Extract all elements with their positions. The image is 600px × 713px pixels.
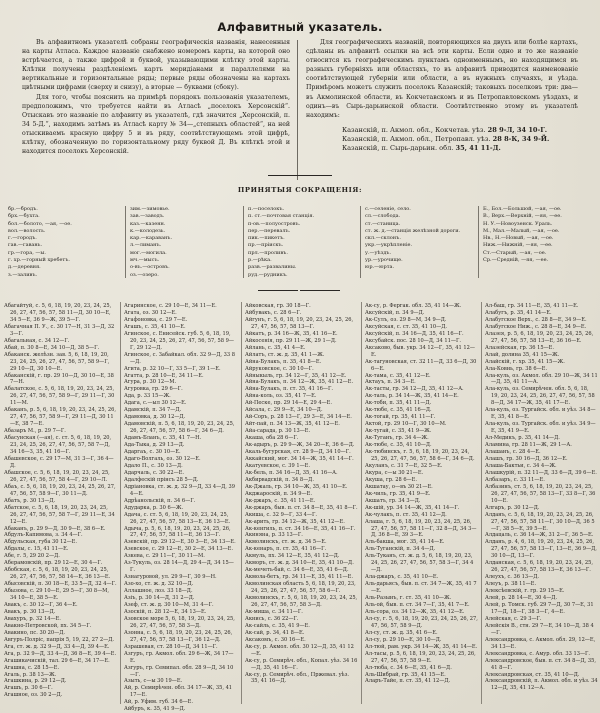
abbreviation-item: вол.—волость. (8, 227, 46, 234)
index-entry: Аламина, гр. 28 11—Ж, 29 1—А. (485, 442, 572, 449)
index-entry: Азнагуровой, ул. 29 9—Г, 30 9—Н. (124, 574, 217, 581)
index-entry: Ак-су, р. Семирѣч. обл., Копал. уѣз. 34 16—Д, 35, 41 16—Г. (245, 657, 358, 671)
abbreviation-item: гав.—гавань. (8, 242, 43, 249)
index-entry: Айна-Булакъ, п. 34 12—Ж, 35, 41 12—Е. (245, 379, 354, 386)
index-entry: Ал-су, г. 5, 6, 18, 19, 20, 23, 24, 25, 26, 27, 47, 56, 57, 58 9—Д. (365, 615, 478, 629)
index-entry: Аберамовскій, пр. 29 12—Е, 30 4—Г. (4, 560, 103, 567)
index-entry: Ак-чиль, гр. 35, 41 9—Е. (365, 490, 431, 497)
abbreviation-item: п-ов.—полуостровъ. (248, 220, 301, 227)
index-entry: Алданъ, с. 5, 6, 18, 19, 20, 23, 24, 25, 26, 27, 47, 56, 57, 58 11—Г, 30 10—Д, 36 5—Г, 38 5—Е, 39 5—Е. (485, 511, 595, 532)
index-entry: Ай-Соръ, р. 28 13—Г, 29 3—Е, 34 14—Е. (245, 414, 352, 421)
index-entry: Азоскій, п. 28 12—Е, 34 13—Е. (124, 608, 207, 615)
index-entry: Аль-ой, быв. п. ст. 34 7—Г, 35, 41 7—Е. (365, 601, 470, 608)
index-entry: Айкосенія, пр. 29 11—Ж, 29 1—Д. (245, 337, 337, 344)
index-entry: Алейская, с. 29 3—Г. (485, 615, 542, 622)
abbreviation-item: с.—селеніе, село. (365, 206, 411, 212)
index-entry: Айгунъ, г. 5, 6, 18, 19, 20, 23, 24, 25, 26, 27, 47, 56, 57, 58 13—Г. (245, 316, 354, 330)
index-entry: Агаль, р. 38 13—Ж. (4, 671, 57, 678)
index-entry: Агита, р. 32 10—Г, 33 5—Г, 39 1—Е. (124, 365, 221, 372)
index-entry: Алазея, р. 5, 6, 18, 19, 20, 23, 24, 25, 26, 27, 47, 56, 57, 58 13—Е, 36 16—Е. (485, 330, 594, 344)
abbreviation-item: п. ст.—почтовая станція. (248, 213, 315, 220)
index-entry: Алданская, с. 5, 6, 18, 19, 20, 23, 24, 25, 26, 27, 47, 56, 57, 58 13—Е, 36 13—Г. (485, 560, 593, 574)
abbreviation-item: оз.—озеро. (130, 271, 159, 278)
example-entry-text: Казанскій, п. Сырь-дарьин. обл. (342, 144, 456, 153)
example-entry-refs: 28 8-К, 34 9-Й. (492, 135, 550, 144)
index-entry: Ага, ст. ж. д. 32 9—Д, 33 4—Д, 39 4—Е. (4, 643, 110, 650)
index-entry: Ак-шій, ур. 34 14—Ж, 35, 41 14—Г. (365, 504, 460, 511)
section-rule (258, 290, 298, 291)
index-entry: Ала-куль, оз. Семирѣчен. обл. 5, 6, 18, 19, 20, 23, 24, 25, 26, 27, 47, 56, 57, 58 8—Д, 34 17—Ж, 35, 41 17—Е. (485, 386, 595, 407)
abbreviation-item: сл.—слобода. (365, 213, 401, 220)
abbreviation-item: кар.—караванъ. (130, 235, 173, 242)
index-entry: Абасунская (—ая), с. ст. 5, 6, 18, 19, 20, 23, 24, 25, 26, 27, 47, 56, 57, 58 7—Д, 34 16—З, 35, 41 16—Г. (4, 435, 112, 456)
abbreviation-item: В., Верх.—Верхній, —яя, —ее. (483, 213, 562, 220)
index-column-1 (4, 303, 117, 707)
index-entry: Аль-Туканъ, ст. ж. д. 5, 6, 18, 19, 20, 23, 24, 25, 26, 27, 47, 56, 57, 58 3—Г, 34 4—Д. (365, 553, 474, 574)
index-entry: Адага, с.—ыл 30 12—Е. (124, 400, 187, 407)
index-entry: Албазинъ, ст. 5, 6, 18, 19, 20, 23, 24, 25, 26, 27, 47, 56, 57, 58 13—Г, 33 8—Г, 36 10—Е. (485, 483, 596, 504)
abbreviation-item: г. хр.—горный хребетъ. (8, 257, 70, 264)
index-column-4 (365, 303, 478, 707)
index-entry: Аксакомъ, с. 30 16—Е. (245, 636, 306, 643)
index-entry: Ак-Джаль, гр. 34 10—Ж, 35, 41 10—Е. (245, 483, 348, 490)
index-entry: Ак-тасты, гр. 34 12—Д, 35, 41 12—А. (365, 386, 464, 393)
index-entry: Акаль-бугурская, ст. 28 9—Д, 34 10—Г. (245, 449, 351, 456)
index-entry: Ак-арить, гр. 34 12—Ж, 35, 41 12—Е. (245, 518, 345, 525)
index-entry: Алашкурій, п. 32 11—Д, 33 6—Д, 39 6—Е. (485, 469, 597, 476)
index-entry: Аль-дарьясъ, быв. п. ст. 34 7—Ж, 35, 41 7—Е. (365, 581, 477, 595)
index-entry: Ал-тасы, р. 5, 6, 18, 19, 20, 23, 24, 25, 26, 27, 47, 56, 57, 58 9—Е. (365, 650, 476, 664)
index-entry: Агашъ, р. 30 6—Г. (4, 685, 53, 692)
index-entry: Аларъ-Тайе, п. ст. 35, 41 12—Д. (365, 678, 451, 685)
index-entry: Ак-чулакъ, п. ст. 35, 41 12—Д. (365, 511, 447, 518)
intro-right-column (306, 38, 578, 154)
index-entry: Актой, гр. 29 10—Г, 30 10—М. (365, 421, 447, 428)
index-entry: Адалфескій прінсъ 28 5—Д. (124, 476, 199, 483)
index-column-3 (245, 303, 358, 707)
index-entry: Акуланъ, с. 31 7—Е, 32 5—Е. (365, 462, 443, 469)
index-entry: Ал-су, р. 29 10—Е, 30 10—Д. (365, 636, 442, 643)
index-entry: Абаканъ, р. 29 9—Д, 30 9—Е, 38 6—Е. (4, 525, 106, 532)
index-entry: Абаканъ, р. 5, 6, 18, 19, 20, 23, 24, 25, 26, 27, 47, 56, 57, 58 9—Г, 29 11—Д, 30 11—Е, 38 7—Е. (4, 407, 116, 428)
index-entry: Азыть, с—ы 30 19—Е. (124, 678, 183, 685)
index-entry: Абагайтуй, с. 5, 6, 18, 19, 20, 23, 24, 25, 26, 27, 47, 56, 57, 58 11—Д, 30 10—Е, 34 5—Е, 36 9—Ж, 39 5—Г. (4, 303, 112, 323)
index-entry: Акмуль, пх. 34 12—Е, 35, 41 12—Д. (245, 553, 340, 560)
index-entry: Ак-тама, с. 35, 41 12—Е. (365, 372, 431, 379)
index-entry: Абагачная П. У., с. 30 17—Н, 31 3—Д, 32 3—Г. (4, 323, 115, 337)
index-entry: Азгуръ, гр. Акмол. обл. 29 6—Ж, 34 17—Е. (124, 650, 234, 664)
index-entry: Аль-Туганскій, п. 34 4—Д. (365, 546, 436, 553)
section-rule (300, 290, 340, 291)
index-entry: Абагальная, с. 34 12—Г. (4, 337, 70, 344)
abbreviation-item: бр.—бродъ. (8, 206, 38, 212)
abbreviation-item: з.—заливъ. (8, 271, 38, 278)
index-entry: Ак-мечеть-бай, с. 34 6—Е, 35, 41 6—Д. (245, 567, 349, 574)
abbreviations-column-1 (8, 206, 118, 279)
index-entry: Ак-таль, р. 34 14—Ж, 35, 41 14—Е. (365, 393, 459, 400)
index-entry: Адача, с. ст. 5, 6, 18, 19, 20, 23, 24, 25, 26, 27, 47, 56, 57, 58 13—Е, 36 13—Е. (124, 511, 231, 525)
index-entry: Ак-бель, п. 34 16—Д, 35, 41 16—А. (245, 469, 338, 476)
index-entry: Алей, р. 28 14—Е, 30 4—Д. (485, 595, 558, 602)
index-entry: Ак-миша, с. 34 11—Г. (245, 608, 303, 615)
index-entry: Абдульская, губа 30 12—Е. (4, 539, 77, 546)
index-entry: Абдалы, с. 15, 41 11—Е. (4, 546, 69, 553)
index-entry: Агура, р. 30 12—М. (124, 379, 177, 386)
index-entry: Айруковское, с. 30 10—Г. (245, 365, 314, 372)
index-entry: Алабугское Верх., с. 28 8—Е, 34 9—Е. (485, 316, 587, 323)
index-entry: Ак-су, р. Семирѣч. обл., Пржевал. уѣз. 35, 41 16—Д. (245, 671, 350, 685)
index-entry: Айсала, с. 29 9—Е, 34 10—Д. (245, 407, 323, 414)
index-entry: Адамскій, п. 34 7—Д. (124, 407, 182, 414)
index-entry: Акмолинскъ, ст. ж. д. 34 5—Е. (245, 539, 327, 546)
index-entry: Алашанъ, с. 28 4—Е. (485, 449, 541, 456)
index-entry: Агатта, р. 28 10—Е, 34 11—Е. (124, 372, 204, 379)
index-entry: Абызова, с. 29 10—Е, 29 5—Г, 30 8—М, 34 10—Е, 38 5—Е. (4, 588, 110, 602)
index-entry: Ак-тюбе, с. 35, 41 16—Д. (365, 407, 432, 414)
intro-paragraph: Для того, чтобы пояснить на примѣрѣ порядокъ пользованія указателемъ, предположимъ, что требуется найти въ Атласѣ „поселокъ Херсонскій“. Отыскавъ это названіе по алфавиту въ указателѣ, гдѣ значится „Херсонскій, п. 34 5-Д.“, находимъ затѣмъ въ Атласѣ карту № 34—„степныхъ областей“, на ней отыскиваемъ красную цифру 5 и въ ряду, соотвѣтствующемъ этой цифрѣ, клѣтку, обозначенную по горизонтальному ряду буквой Д. Въ клѣткѣ этой и находится поселокъ Херсонскій. (22, 93, 290, 156)
abbreviation-item: скл.—склонъ. (365, 235, 401, 242)
index-entry: Ак-тоби, п. 35, 41 11—Д. (365, 400, 432, 407)
index-entry: Аккайский, мог. 34 14—Ж, 35, 41 14—Г. (245, 455, 354, 462)
abbreviation-item: Ср.—Средній, —яя, —ее. (483, 257, 549, 264)
index-entry: Аль-бакша, мог. 35, 41 14—Е. (365, 539, 445, 546)
index-entry: Абаъ, с. 5, 6, 18, 19, 20, 23, 24, 25, 26, 27, 47, 56, 57, 58 9—Г, 30 11—Д. (4, 483, 116, 497)
index-entry: Акаша, оба 28 6—Г. (245, 435, 299, 442)
index-entry: Ак-джаръ, с. 35, 41 11—Е. (245, 497, 316, 504)
index-entry: Абай, п. 30 8—Е, 34 10—Д, 38 5—Г. (4, 344, 100, 351)
index-entry: Адаго-Волгаль, оз. 30 12—Е. (124, 455, 201, 462)
index-entry: Адамъ-Бланъ, с. 35, 41 7—Н. (124, 435, 202, 442)
index-entry: Акиша, с. 32 9—Г, 33 4—Г. (245, 511, 318, 518)
abbreviation-item: Б., Бол.—Большой, —ая, —ое. (483, 206, 562, 212)
index-entry: Алей, р. Томск. губ. 29 7—Д, 30 7—Е, 31 17—Д, 18—Г, 38 3—Г, 4—Е. (485, 601, 594, 615)
example-entry-refs: 28 9-Л, 34 10-Г. (487, 125, 548, 134)
index-entry: Аль-сора, оз. 34 12—Ж, 35, 41 12—Е. (365, 608, 465, 615)
index-entry: Ак-тюбинскъ, г. 5, 6, 18, 19, 20, 23, 24, 25, 26, 27, 47, 56, 57, 58 6—Г, 34 6—Д. (365, 449, 475, 462)
index-entry: Ал-Медикъ, р. 35, 41 14—Д. (485, 435, 560, 442)
index-entry: Александровка, с. Амур. обл. 33 13—Г. (485, 650, 591, 657)
index-entry: Агашна, с. 28 15—Е. (4, 664, 60, 671)
index-entry: Ада-Тыка, д. 29 13—Д. (124, 442, 185, 449)
abbreviation-item: у.—уѣздъ. (365, 249, 392, 256)
abbreviations-column-5 (478, 206, 595, 278)
example-entry (342, 126, 578, 135)
index-entry: Ага, р. 32 9—Д, 33 4—Д, 36 8—Е, 39 4—Е. (4, 650, 117, 657)
abbreviations-column-3 (243, 206, 356, 278)
index-entry: Азкева, с. 29 11—Г, 30 11—М. (124, 553, 205, 560)
index-entry: Абазаръ М., р. 29 7—Г. (4, 428, 66, 435)
index-entry: Ал-тюй, рам. укр. 34 14—Ж, 35, 41 14—Е. (365, 643, 478, 650)
abbreviation-item: к.—колодезь. (130, 227, 166, 234)
abbreviation-item: зав.—заводъ. (130, 213, 165, 220)
index-entry: Ай, р. Семирѣчен. обл. 34 17—Ж, 35, 41 17—Е. (124, 685, 233, 699)
index-entry: Ак-адыръ, р. 29 9—Ж, 34 20—Е, 36 6—Д. (245, 442, 355, 449)
index-entry: Абашевское, с. 29 17—М, 31 3—Г, 36 4—Д. (4, 455, 114, 469)
index-entry: Айна-коль, оз. 35, 41 7—Е. (245, 393, 317, 400)
index-entry: Ала-куль, оз. Акмол. обл. 29 10—Ж, 34 11—Д, 35, 41 11—А. (485, 372, 598, 386)
abbreviation-item: пер.—перевалъ. (248, 227, 291, 234)
index-entry: Айлань, с. 35, 41 4—Е. (245, 344, 306, 351)
index-entry: Агашкина, р. 29 12—Д. (4, 678, 67, 685)
section-rule (268, 175, 332, 176)
index-entry: Абе, г. 5, 29 20 2—Д. (4, 553, 60, 560)
index-entry: Ак-тагуновская, ст. 32 11—Д, 33 6—Д, 30 6—Е. (365, 358, 477, 372)
abbreviation-item: гр.—гора, —ы. (8, 249, 46, 256)
index-entry: Адамовскій, п. 5, 6, 18, 19, 20, 23, 24, 25, 26, 27, 47, 56, 57, 58 6—Г, 34 6—Д. (124, 421, 235, 435)
index-entry: Ала-куль, оз. Тургайск. обл. и уѣз. 34 8—Е, 35, 41 8—Е. (485, 407, 596, 421)
column-divider (361, 302, 362, 704)
index-entry: Айна-Булакъ, п. ст. 35, 41 16—Г. (245, 386, 334, 393)
index-entry: Алай, долина 35, 41 15—Ж. (485, 351, 560, 358)
abbreviation-item: юр.—юрта. (365, 264, 395, 271)
index-entry: Айт-пай, п. 34 13—Ж, 35, 41 12—Е. (245, 421, 340, 428)
abbreviation-item: г.—городъ. (8, 235, 37, 242)
index-entry: Алексѣевскій, г. гр. 29 15—Е. (485, 588, 565, 595)
index-entry: Акморъ, ст. ж. д. 34 10—Е, 35, 41 10—Д. (245, 560, 354, 567)
index-entry: Алайскій, г. хр. 35, 41 15—Ж. (485, 358, 565, 365)
abbreviation-item: р.—рѣка. (248, 257, 272, 264)
index-entry: Акмолинская область 5, 6, 18, 19, 20, 23, 24, 25, 26, 27, 47, 56, 57, 58 6—Г. (245, 581, 356, 595)
index-entry: Айбувакъ, с. 28 6—Г. (245, 309, 302, 316)
index-entry: Албазаръ, с. 33 11—Е. (485, 476, 545, 483)
index-entry: Акшатъ, гр. 34 3—Д. (365, 497, 421, 504)
index-entry: Айныкыль, гр. 34 12—Г, 35, 41 12—Е. (245, 372, 347, 379)
index-entry: Акмолинскъ, г. 5, 6, 18, 19, 20, 23, 24, 25, 26, 27, 47, 56, 57, 58 3—Д. (245, 595, 358, 608)
index-entry: Айбуръ, к. 35, 41 9—Д. (124, 706, 186, 713)
index-entry: Авахуръ, р. 32 14—Е. (4, 615, 61, 622)
index-entry: Ала-куль, оз. Тургайск. обл. и уѣз. 34 9—Е, 35, 41 9—Е. (485, 421, 596, 435)
index-entry: Адударка, р. 30 6—Ж. (124, 504, 184, 511)
index-entry: Адарчаль, с. 30 22—Е. (124, 469, 185, 476)
abbreviation-item: бол.—болото, —ая, —ое. (8, 220, 72, 227)
abbreviations-column-2 (125, 206, 230, 278)
index-entry: Авакно-Петровской, пх. 34 5—Г. (4, 622, 92, 629)
intro-paragraph: Въ алфавитномъ указателѣ собраны географическія названія, нанесенныя на карты Атласа. Каждое названіе снабжено номеромъ карты, на которой оно встрѣчается, а также цифрой и буквой, указывающими клѣтку этой карты. Клѣтки получены раздѣленіемъ картъ меридіанами и параллелями на вертикальные и горизонтальные ряды; первые ряды обозначены на картахъ цвѣтными цифрами (сверху и снизу), а вторые — буквами (сбоку). (22, 39, 290, 92)
abbreviations-title: ПРИНЯТЫЯ СОКРАЩЕНІЯ: (237, 186, 363, 194)
index-entry: Авакино, пс. 30 20—Д. (4, 629, 65, 636)
index-entry: Агуровка, гр. 29 6—Г. (124, 386, 183, 393)
abbreviation-item: л.—лиманъ. (130, 242, 162, 249)
index-entry: Алеуъ, р. 38 11—Е. (485, 581, 537, 588)
example-entry-text: Казанскій, п. Акмол. обл., Кокчетав. уѣз. (342, 125, 488, 134)
abbreviation-item: брх.—бухта. (8, 213, 40, 220)
abbreviation-item: зим.—зимовье. (130, 206, 170, 212)
column-divider (297, 40, 298, 180)
index-entry: Абаканск. желѣзн. зав. 5, 6, 18, 19, 20, 23, 24, 25, 26, 27, 47, 56, 57, 58 9—Г, 29 10—Д, 30 10—Е. (4, 351, 110, 372)
index-entry: Азовское море 5, 6, 18, 19, 20, 23, 24, 25, 26, 27, 47, 56, 57, 58 3—Д. (124, 615, 235, 629)
abbreviation-item: Нв., Н.—Новый, —ая, —ое. (483, 235, 554, 242)
index-entry: Алаша, г. 5, 6, 18, 19, 20, 23, 24, 25, 26, 27, 47, 56, 57, 58 11—Г, 32 8—Д, 34 3—Д, 36 8—Е, 39 3—Е. (365, 518, 477, 539)
index-entry: Аксуйскій, п. 34 9—Д. (365, 309, 425, 316)
index-entry: Аксуйскій, п. 34 16—Д, 35, 41 16—Г. (365, 330, 464, 337)
index-entry: Азрашевая, ст. 28 10—Д, 34 11—Г. (124, 643, 218, 650)
index-entry: Ак-сайль, с. 35, 41 9—Е. (245, 622, 310, 629)
index-entry: Айковская, гр. 30 18—Г. (245, 303, 311, 309)
index-entry: Аксаково, быв. укр. 34 12—Г, 35, 41 12—Е. (365, 344, 475, 358)
index-column-5 (485, 303, 598, 707)
index-entry: Актауъ, п. 34 3—Е. (365, 379, 416, 386)
index-entry: Аллашное, лоз. 33 18—Д. (124, 588, 193, 595)
abbreviation-item: п.—поселокъ. (248, 206, 285, 212)
index-entry: Ак-су, р. Фергак. обл. 35, 41 14—Ж. (365, 303, 462, 309)
index-entry: Алданъ, р. 4, 6, 18, 19, 20, 23, 24, 25, 26, 27, 47, 56, 57, 58 13—Г, 13—Е, 36 9—Д, 30 10—Д, 13—Г. (485, 539, 597, 560)
index-column-2 (124, 303, 237, 713)
index-entry: Адыча, р. 5, 6, 18, 19, 20, 23, 24, 25, 26, 27, 47, 56, 57, 58 11—Е, 36 13—Г. (124, 525, 231, 539)
intro-left-column (22, 38, 290, 156)
index-entry: Абалатское, с. 5, 6, 18, 19, 20, 23, 24, 25, 26, 27, 47, 56, 57, 58 9—Г, 29 11—Г, 30 11—М. (4, 386, 115, 407)
index-entry: Ак-су, р. Акмол. обл. 30 12—Д, 35, 41 12—Е. (245, 643, 354, 657)
abbreviation-item: мч.—мысъ. (130, 257, 160, 264)
index-entry: Акура, с—ы 30 21—Е. (365, 469, 424, 476)
abbreviation-item: пик.—пикетъ. (248, 235, 285, 242)
abbreviation-item: каз.—казенн. (130, 220, 166, 227)
index-entry: Агафоновка, с. 29 7—Е. (124, 316, 188, 323)
abbreviation-item: Ниж.—Нижній, —яя, —ее. (483, 242, 553, 249)
index-entry: Алазейская, гр. 36 15—Е. (485, 344, 555, 351)
index-entry: Ак-тюбе, с. 35, 41 10—Д. (365, 442, 432, 449)
column-divider (241, 302, 242, 704)
index-entry: Азіъ, р. 30 14—Д, 31 2—Д. (124, 595, 195, 602)
index-entry: Ала-Ковнь, гр. 38 6—Е. (485, 365, 548, 372)
index-entry: Алабугское Ниж., с. 28 8—Е, 34 9—Е. (485, 323, 587, 330)
index-entry: Ала-джаръ, с. 35, 41 10—Е. (365, 574, 439, 581)
index-entry: Аль-Шибрай, гр. 35, 41 15—Е. (365, 671, 446, 678)
abbreviation-item: Н. У.—Новоузенск. Ураль. (483, 220, 553, 227)
abbreviation-item: пр.—пріискъ. (248, 242, 284, 249)
abbreviation-item: разв.—развалины. (248, 264, 297, 271)
example-entry (342, 144, 578, 153)
index-entry: Алейскія В., стн. 29 7—Е, 34 10—Д, 38 4—Г. (485, 622, 594, 636)
index-entry: Ада, р. 33 15—Ж. (124, 393, 171, 400)
index-entry: Александровка, с. Акмол. обл. 29, 12—Е, 34 13—Е. (485, 636, 596, 650)
index-entry: Агата, оз. 30 12—Е. (124, 309, 177, 316)
abbreviation-item: Ст.—Старый, —ая, —ое. (483, 249, 547, 256)
index-entry: Ак-кенгиль, п. ст. 34 16—Е, 35, 41 16—Г. (245, 525, 356, 532)
index-entry: Ак-тогай, гр. 35, 41 11—Г. (365, 414, 436, 421)
index-entry: Алаша-Бактьи, с. 34 4—Ж. (485, 462, 557, 469)
index-entry: Ак-кенаръ, п. ст. 35, 41 16—Г. (245, 546, 327, 553)
index-entry: Агинское, с. Енисейск. губ. 5, 6, 18, 19, 20, 23, 24, 25, 26, 27, 47, 56, 57, 58 9—Г, 29 12—Д. (124, 330, 234, 351)
index-entry: Ак-Туганъ, гр. 34 4—Ж. (365, 435, 429, 442)
index-entry: Азеф, ст. ж. д. 30 10—М, 31 4—Г. (124, 601, 214, 608)
abbreviation-item: прл.—проливъ. (248, 249, 288, 256)
index-entry: Ай-Песке, пр. 29 14—Е, 29 4—Е. (245, 400, 333, 407)
index-entry: Адріановка, ст. ж. д. 32 9—Д, 33 4—Д, 39 4—Е. (124, 483, 236, 497)
index-entry: Акбирвадскій, п. 34 8—Д. (245, 476, 314, 483)
index-entry: Акатуевское, с. 39 1—Е. (245, 462, 310, 469)
abbreviation-item: укр.—укрѣпленіе. (365, 242, 413, 249)
index-entry: Адало П., с. 30 13—Д. (124, 462, 183, 469)
index-entry: Адрѣанольскій, п. 34 6—Г. (124, 497, 196, 504)
index-entry: Агаринское, с. 29 10—Е, 34 11—Е. (124, 303, 217, 309)
page-title: Алфавитный указатель. (217, 20, 383, 34)
index-entry: Азонна, с. 5, 6, 18, 19, 20, 23, 24, 25, 26, 27, 47, 56, 57, 58 13—Г, 36 12—Д. (124, 629, 233, 643)
index-entry: Ал-тюба, с. 34 6—Е, 35, 41 6—Д. (365, 664, 452, 671)
column-divider (481, 302, 482, 704)
index-entry: Агашное, оз. 30 2—Д. (4, 692, 63, 699)
index-entry: Абашское, с. 5, 6, 18, 19, 20, 23, 24, 25, 26, 27, 47, 56, 57, 58 4—Г, 29 10—Л. (4, 469, 110, 483)
index-entry: Акиняна, р. 33 13—Г. (245, 532, 303, 539)
index-entry: Акуша, гр. 28 6—Е. (365, 476, 417, 483)
index-entry: Абдулъ-Капимова, з. 34 4—Г. (4, 532, 83, 539)
abbreviation-item: ст.—станица. (365, 220, 401, 227)
index-entry: Ал-баш, гр. 34 11—Е, 35, 41 11—Е. (485, 303, 579, 309)
index-entry: Александровское, быв. п. ст. 34 8—Д, 35, 41 8—Г. (485, 657, 596, 671)
index-entry: Абысовскій, п. 30 18—Е, 33 5—Д, 32 4—Г. (4, 581, 117, 588)
abbreviation-item: руд.—рудникъ. (248, 271, 288, 278)
index-entry: Аксуйская, с. ст. 35, 41 10—Д. (365, 323, 447, 330)
index-entry: Ак-джаръ, быв. п. ст. 34 8—Е, 35, 41 8—Г. (245, 504, 358, 511)
index-entry: Айкатъ, р. 34 16—Ж, 35, 41 16—Е. (245, 330, 338, 337)
index-entry: Ай, р. Уфим. губ. 34 6—Е. (124, 699, 193, 706)
index-entry: Авакъ, с. 30 12—Г, 36 4—Е. (4, 601, 78, 608)
index-entry: Акмола-бетъ, гр. 34 11—Е, 35, 41 11—Е. (245, 574, 353, 581)
index-entry: Аксубайск. пос. 28 10—Д, 34 11—Г. (365, 337, 461, 344)
intro-paragraph: Для географическихъ названій, повторяющихся на двухъ или болѣе картахъ, сдѣланы въ алфавитѣ ссылки на всѣ эти карты. Если одно и то же названіе относится къ географическимъ пунктамъ одноименнымъ, но находящимся въ разныхъ губерніяхъ или областяхъ, то въ алфавитѣ приводится наименованіе соотвѣтствующей губерніи или области, а въ нужныхъ случаяхъ, и уѣзда. Примѣромъ можетъ служить поселокъ Казанскій; таковыхъ поселковъ три: два—въ Акмолинской области, въ Кокчетавскомъ и въ Петропавловскомъ уѣздахъ, и одинъ—въ Сырь-дарьинской области. Соотвѣтственно этому въ указателѣ находимъ: (306, 39, 578, 119)
index-entry: Акджароскій, п. 34 9—Е. (245, 490, 312, 497)
example-entry (342, 135, 578, 144)
index-entry: Ак-тугай, с. 35, 41 9—Ж. (365, 428, 432, 435)
index-entry: Акшатау, о—въ 30 21—Е. (365, 483, 433, 490)
abbreviation-item: мог.—могила. (130, 249, 167, 256)
index-entry: Айа-сарада, р. 30 13—Е. (245, 428, 311, 435)
index-entry: Аз-Тукуль, оз. 28 14—Д, 29 4—Д, 34 15—Г. (124, 560, 234, 574)
index-entry: Алашъ, гр. 30 16—Д, 36 12—Е. (485, 455, 568, 462)
abbreviation-item: д.—деревня. (8, 264, 41, 271)
index-entry: Алабугъ, р. 35, 41 14—Е. (485, 309, 552, 316)
abbreviation-item: ур.—урочище. (365, 257, 403, 264)
index-entry: Абаканскій, г. пр. 29 10—Д, 30 10—Е, 38 7—Н. (4, 372, 114, 386)
index-entry: Айна-Булакъ, п. 35, 41 8—Е. (245, 358, 322, 365)
index-entry: Ак-Сулъ, оз. 29 8—М, 34 9—Д. (365, 316, 447, 323)
index-entry: Акнись, с. 36 22—Г. (245, 615, 299, 622)
abbreviation-item: ст. ж. д.—станція желѣзной дороги. (365, 227, 461, 234)
index-entry: Агашъ, с. 35, 41 10—Е. (124, 323, 186, 330)
abbreviations-column-4 (360, 206, 477, 278)
index-entry: Ал-су, ст. ж. д. 35, 41 6—Е. (365, 629, 438, 636)
column-divider (120, 302, 121, 704)
index-entry: Азгуръ, гр. Семипал. обл. 28 9—Д, 34 10—Г. (124, 664, 234, 678)
index-entry: Айлатъ, ст. ж. д. 35, 41 1—Ж. (245, 351, 325, 358)
index-entry: Ак-сай, р. 34, 41 8—Е. (245, 629, 305, 636)
index-entry: Адаргаъ, с. 30 10—Е. (124, 449, 181, 456)
index-entry: Абатъ, р. 30 13—Д. (4, 497, 56, 504)
index-entry: Алгаръ, р. 30 12—Д. (485, 504, 540, 511)
index-entry: Александровская, ст. 35, 41 10—Д. (485, 671, 580, 678)
index-entry: Абобская, с. 5, 6, 18, 19, 20, 23, 24, 25, 26, 27, 47, 56, 57, 58 14—Е, 36 13—Е. (4, 567, 111, 581)
index-entry: Александровскій, п. Акмол. обл. и уѣз. 34 12—Д, 35, 41 12—А. (485, 678, 598, 692)
example-entry-text: Казанскій, п. Акмол. обл., Петропавл. уѣз. (342, 135, 493, 144)
index-entry: Абатское, с. 5, 6, 18, 19, 20, 23, 24, 25, 26, 27, 47, 56, 57, 58 7—Г, 29 11—Е, 34 12—Е. (4, 504, 115, 525)
index-entry: Азо-хо, ст. ж. д. 32 10—Д. (124, 581, 194, 588)
index-entry: Алдацаль, с. 36 14—Ж, 31 2—Г, 36 5—Е. (485, 532, 594, 539)
index-entry: Азевскій, пр. 29 12—Е, 30 3—Е, 34 13—Е. (124, 539, 236, 546)
index-entry: Алеухъ, с. 36 13—Д. (485, 574, 539, 581)
index-entry: Авгуръ-Полріс, папрія 5, 19, 22, 27 2—Д. (4, 636, 115, 643)
index-entry: Азевское, с. 29 12—Е, 30 2—Е, 34 13—Е. (124, 546, 234, 553)
index-entry: Адамовка, д. 30 12—Д. (124, 414, 186, 421)
index-entry: Аль-Разынъ, г. ст. 35, 41 10—Ж. (365, 595, 452, 602)
index-entry: Агашикачискій, тал. 29 6—Е, 34 17—Е. (4, 657, 110, 664)
example-entry-refs: 35, 41 11-Д. (455, 144, 501, 153)
index-entry: Агинское, с. Забайкал. обл. 32 9—Д, 33 8—Д. (124, 351, 235, 365)
example-entries (306, 126, 578, 154)
abbreviation-item: о-въ.—островъ. (130, 264, 170, 271)
index-entry: Авакъ, р. 30 13—Д. (4, 608, 56, 615)
abbreviation-item: М., Мал.—Малый, —ая, —ое. (483, 227, 560, 234)
